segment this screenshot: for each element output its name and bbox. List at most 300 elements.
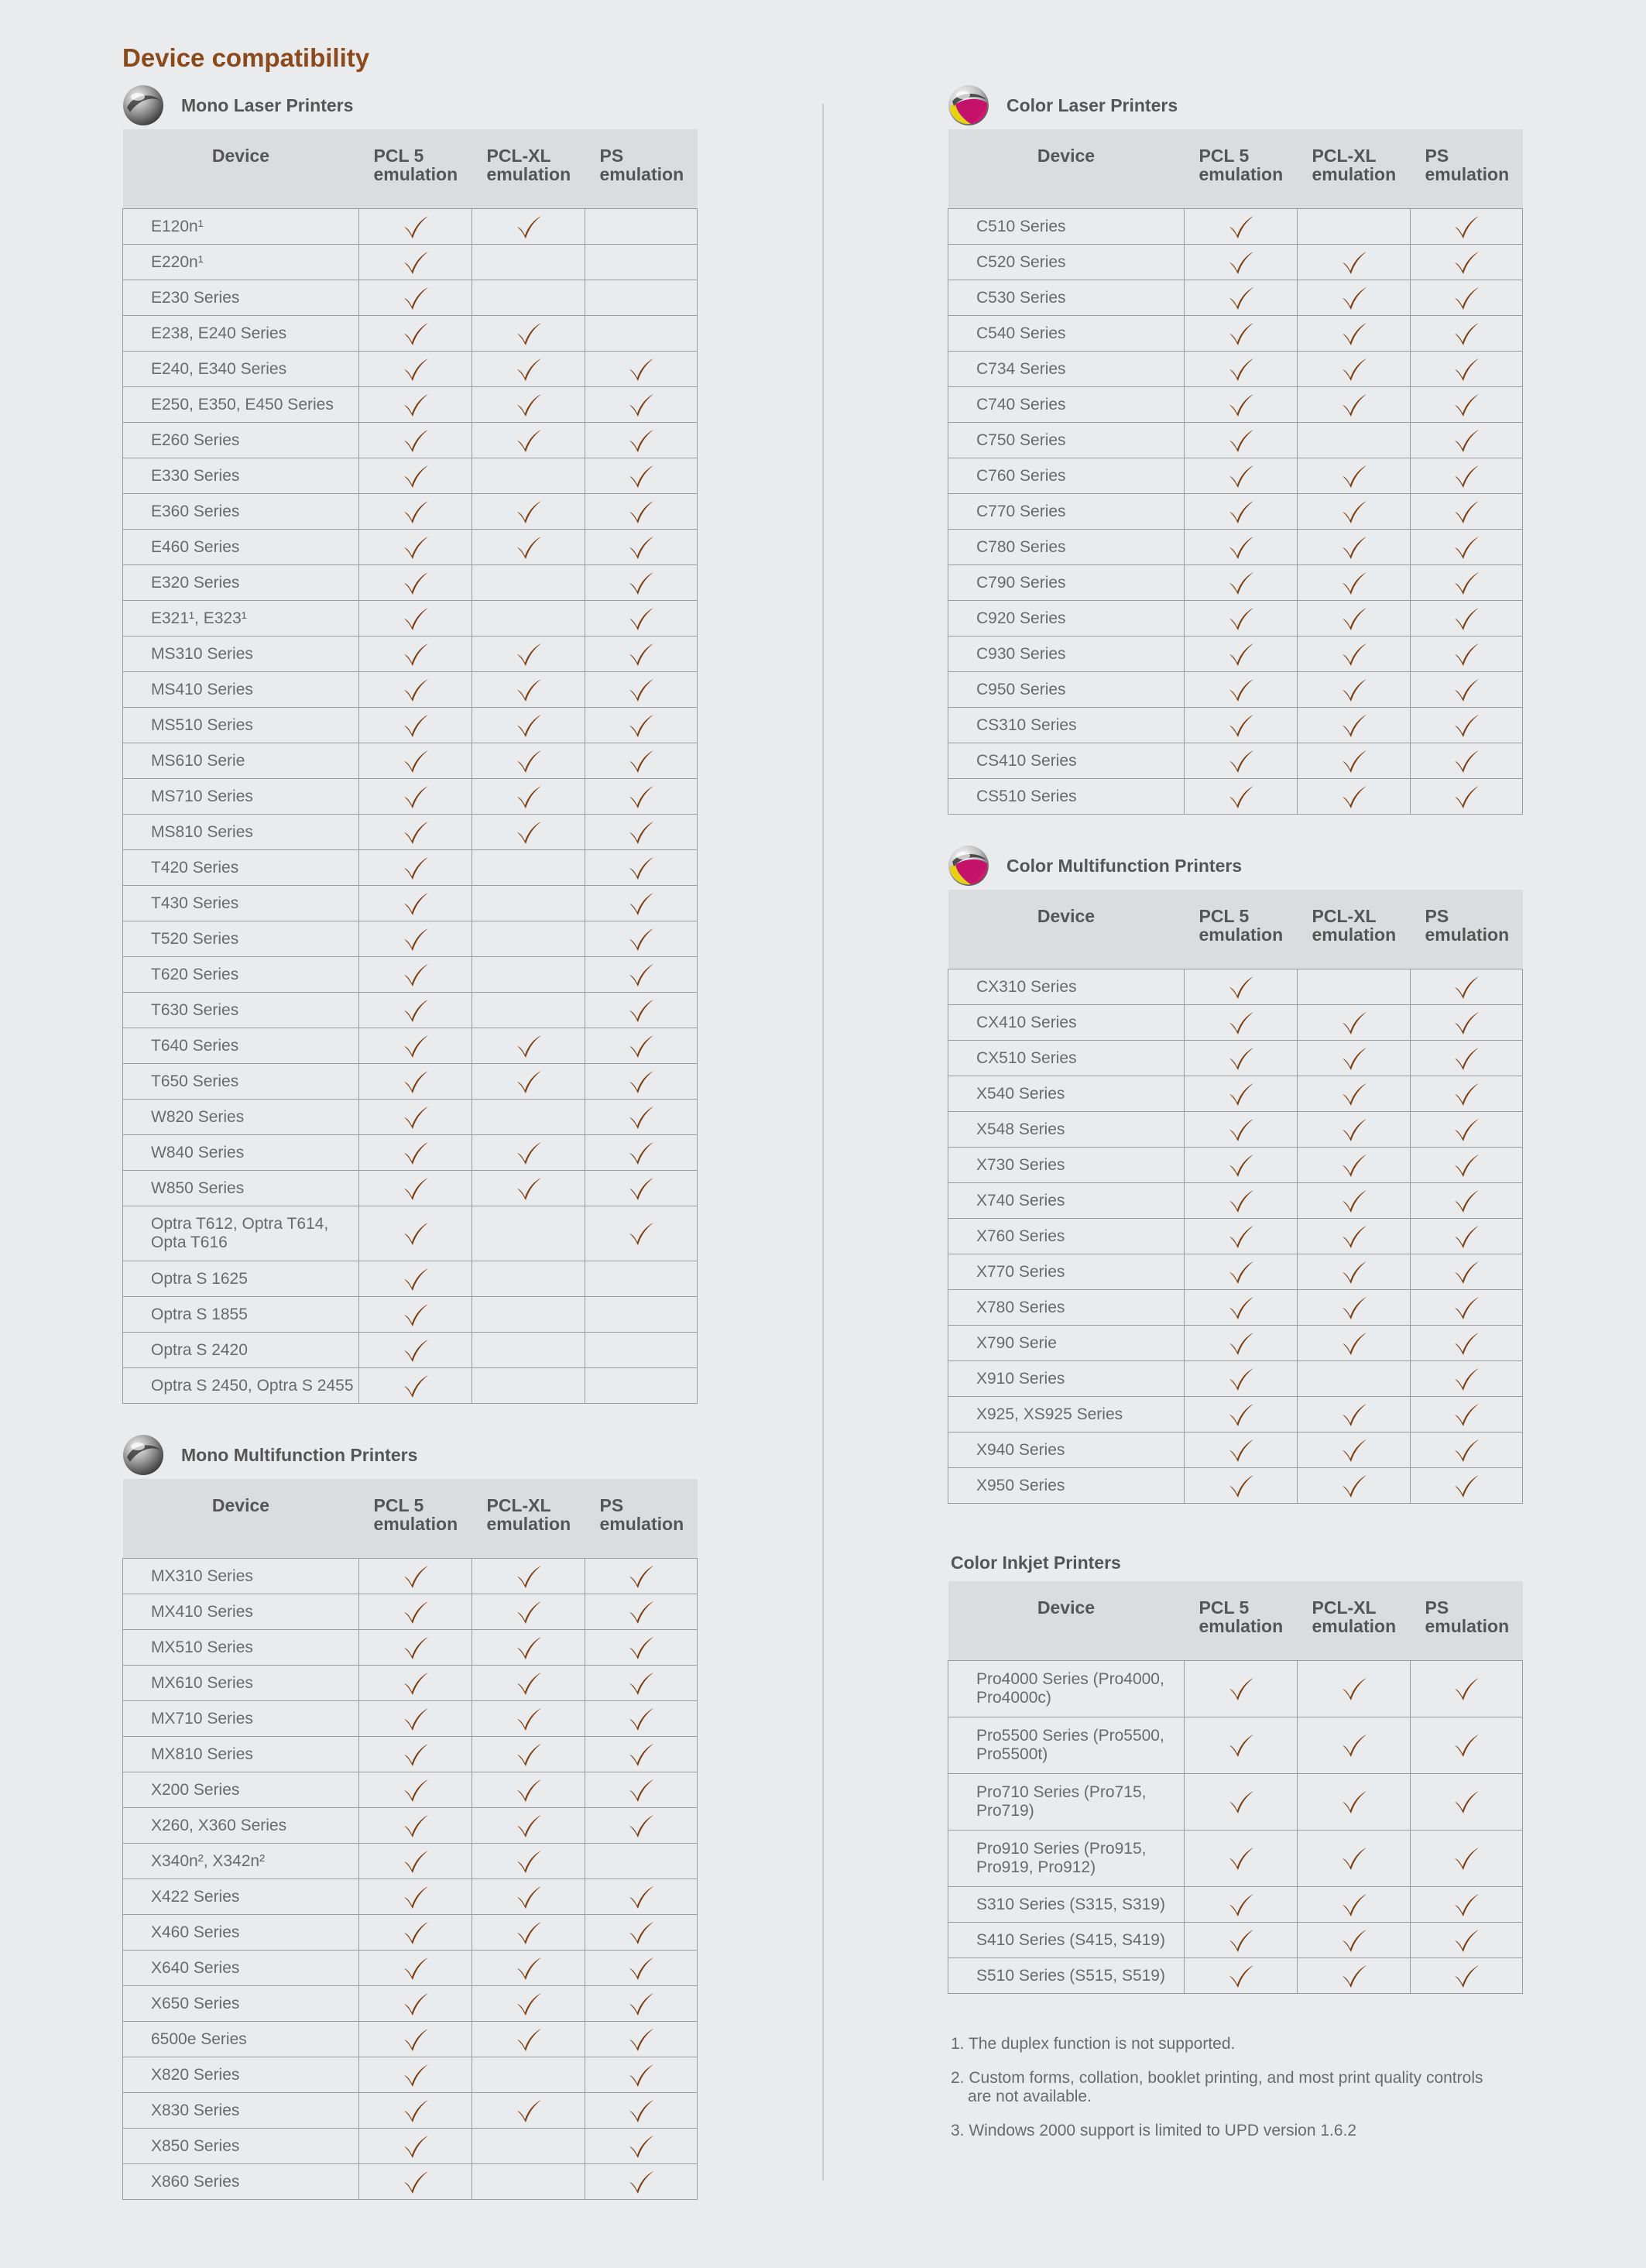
- pclxl-support-cell: [1298, 280, 1411, 316]
- check-mark-icon: [628, 1221, 654, 1246]
- check-mark-icon: [403, 2098, 429, 2123]
- pcl5-support-cell: [359, 957, 472, 993]
- check-mark-icon: [1341, 1189, 1367, 1213]
- pclxl-support-cell: [1298, 636, 1411, 672]
- check-mark-icon: [1228, 1331, 1254, 1356]
- check-mark-icon: [1341, 1117, 1367, 1142]
- page-title: Device compatibility: [122, 43, 370, 72]
- check-mark-icon: [1453, 678, 1480, 702]
- check-mark-icon: [516, 678, 542, 702]
- pclxl-support-cell: [472, 957, 585, 993]
- pclxl-support-cell: [472, 1701, 585, 1737]
- check-mark-icon: [1228, 357, 1254, 382]
- pcl5-support-cell: [359, 1772, 472, 1808]
- table-row: [948, 530, 1523, 565]
- check-mark-icon: [403, 286, 429, 311]
- table-row: [123, 1915, 698, 1951]
- check-mark-icon: [403, 499, 429, 524]
- column-header-line: emulation: [599, 1514, 684, 1534]
- check-mark-icon: [516, 499, 542, 524]
- device-name-cell: X950 Series: [948, 1468, 1185, 1504]
- check-mark-icon: [1341, 1260, 1367, 1285]
- device-name-cell: E230 Series: [123, 280, 359, 316]
- device-name-cell: CX410 Series: [948, 1005, 1185, 1041]
- check-mark-icon: [403, 856, 429, 880]
- ps-support-cell: [585, 2022, 698, 2057]
- check-mark-icon: [403, 1956, 429, 1981]
- check-mark-icon: [1453, 1367, 1480, 1391]
- pclxl-support-cell: [1298, 423, 1411, 458]
- check-mark-icon: [1228, 642, 1254, 667]
- check-mark-icon: [403, 571, 429, 595]
- table-row: [948, 352, 1523, 387]
- column-header-ps: [1411, 1581, 1523, 1661]
- table-row: [948, 1183, 1523, 1219]
- check-mark-icon: [1228, 1676, 1254, 1701]
- check-mark-icon: [403, 1742, 429, 1767]
- ps-support-cell: [585, 1100, 698, 1135]
- column-header-line: PS: [599, 1495, 624, 1515]
- check-mark-icon: [1341, 1046, 1367, 1071]
- ps-support-cell: [1411, 209, 1523, 245]
- section-color-mfp: [948, 842, 1523, 1504]
- ps-support-cell: [1411, 1361, 1523, 1397]
- pcl5-support-cell: [1185, 1219, 1298, 1254]
- pcl5-support-cell: [359, 2057, 472, 2093]
- check-mark-icon: [1453, 464, 1480, 489]
- pcl5-support-cell: [359, 993, 472, 1028]
- pclxl-support-cell: [472, 1100, 585, 1135]
- ps-support-cell: [1411, 779, 1523, 815]
- ps-support-cell: [1411, 494, 1523, 530]
- check-mark-icon: [403, 1338, 429, 1363]
- device-name-cell: E220n¹: [123, 245, 359, 280]
- pcl5-support-cell: [1185, 1290, 1298, 1326]
- ps-support-cell: [1411, 1717, 1523, 1774]
- check-mark-icon: [1453, 1046, 1480, 1071]
- check-mark-icon: [403, 535, 429, 560]
- device-name-cell: X940 Series: [948, 1433, 1185, 1468]
- check-mark-icon: [1228, 1295, 1254, 1320]
- table-row: [123, 1594, 698, 1630]
- device-name-cell: C750 Series: [948, 423, 1185, 458]
- device-name-cell: X760 Series: [948, 1219, 1185, 1254]
- pcl5-support-cell: [1185, 316, 1298, 352]
- pcl5-support-cell: [359, 280, 472, 316]
- column-header-pclxl: [472, 1479, 585, 1559]
- table-row: [123, 1951, 698, 1986]
- pcl5-support-cell: [1185, 779, 1298, 815]
- pcl5-support-cell: [1185, 601, 1298, 636]
- device-name-cell: T420 Series: [123, 850, 359, 886]
- check-mark-icon: [628, 927, 654, 952]
- pcl5-support-cell: [359, 530, 472, 565]
- pclxl-support-cell: [472, 245, 585, 280]
- ps-support-cell: [585, 209, 698, 245]
- pclxl-support-cell: [1298, 565, 1411, 601]
- ps-support-cell: [585, 1986, 698, 2022]
- column-header-line: PS: [1425, 1597, 1449, 1618]
- pclxl-support-cell: [472, 672, 585, 708]
- ps-support-cell: [1411, 1254, 1523, 1290]
- ps-support-cell: [1411, 1397, 1523, 1433]
- device-name-cell: S410 Series (S415, S419): [948, 1923, 1185, 1958]
- section-heading: [948, 1547, 1523, 1581]
- check-mark-icon: [403, 678, 429, 702]
- pcl5-support-cell: [359, 1135, 472, 1171]
- device-name-cell: C740 Series: [948, 387, 1185, 423]
- column-header-pcl5: [1185, 129, 1298, 209]
- check-mark-icon: [1228, 1846, 1254, 1871]
- ps-support-cell: [585, 1028, 698, 1064]
- ps-support-cell: [585, 1171, 698, 1206]
- column-header-pcl5: [1185, 1581, 1298, 1661]
- ps-support-cell: [1411, 1661, 1523, 1717]
- check-mark-icon: [403, 2027, 429, 2052]
- section-title: Mono Laser Printers: [181, 94, 354, 115]
- pclxl-support-cell: [472, 1135, 585, 1171]
- table-row: [123, 2022, 698, 2057]
- compatibility-table: [948, 129, 1523, 815]
- table-row: [948, 1219, 1523, 1254]
- pclxl-support-cell: [472, 1808, 585, 1844]
- column-header-pclxl: [1298, 890, 1411, 969]
- ps-support-cell: [585, 779, 698, 815]
- table-row: [948, 636, 1523, 672]
- table-row: [123, 1171, 698, 1206]
- column-header-line: emulation: [1312, 1616, 1397, 1636]
- table-row: [123, 245, 698, 280]
- compatibility-table: [122, 1479, 698, 2200]
- pclxl-support-cell: [1298, 387, 1411, 423]
- device-name-cell: X260, X360 Series: [123, 1808, 359, 1844]
- table-row: [948, 1397, 1523, 1433]
- pcl5-support-cell: [359, 1986, 472, 2022]
- pcl5-support-cell: [1185, 1774, 1298, 1831]
- check-mark-icon: [1341, 1474, 1367, 1498]
- pclxl-support-cell: [1298, 1183, 1411, 1219]
- table-row: [123, 423, 698, 458]
- ps-support-cell: [585, 1737, 698, 1772]
- check-mark-icon: [1341, 321, 1367, 346]
- device-name-cell: CS510 Series: [948, 779, 1185, 815]
- check-mark-icon: [1341, 606, 1367, 631]
- ps-support-cell: [585, 601, 698, 636]
- footnote: 2. Custom forms, collation, booklet printing, and most print quality controls are not available.: [951, 2069, 1483, 2105]
- check-mark-icon: [1228, 286, 1254, 311]
- ps-support-cell: [585, 1915, 698, 1951]
- check-mark-icon: [1228, 393, 1254, 417]
- check-mark-icon: [1341, 1892, 1367, 1917]
- check-mark-icon: [403, 2134, 429, 2159]
- check-mark-icon: [628, 784, 654, 809]
- ps-support-cell: [585, 815, 698, 850]
- device-name-cell: MS810 Series: [123, 815, 359, 850]
- pclxl-support-cell: [472, 1064, 585, 1100]
- ps-support-cell: [585, 1297, 698, 1333]
- check-mark-icon: [1228, 1046, 1254, 1071]
- table-row: [123, 1261, 698, 1297]
- column-header-line: emulation: [1425, 1616, 1510, 1636]
- check-mark-icon: [1453, 1402, 1480, 1427]
- pcl5-support-cell: [359, 1100, 472, 1135]
- column-header-line: emulation: [1312, 925, 1397, 945]
- pclxl-support-cell: [472, 1844, 585, 1879]
- device-name-cell: Pro4000 Series (Pro4000, Pro4000c): [948, 1661, 1185, 1717]
- pcl5-support-cell: [1185, 1112, 1298, 1148]
- check-mark-icon: [1228, 1367, 1254, 1391]
- check-mark-icon: [1453, 250, 1480, 275]
- ps-support-cell: [1411, 636, 1523, 672]
- pclxl-support-cell: [472, 601, 585, 636]
- check-mark-icon: [1453, 975, 1480, 1000]
- device-name-cell: X730 Series: [948, 1148, 1185, 1183]
- check-mark-icon: [1228, 1892, 1254, 1917]
- pclxl-support-cell: [1298, 601, 1411, 636]
- check-mark-icon: [1453, 1010, 1480, 1035]
- check-mark-icon: [403, 357, 429, 382]
- check-mark-icon: [403, 321, 429, 346]
- pcl5-support-cell: [359, 1368, 472, 1404]
- check-mark-icon: [628, 1069, 654, 1094]
- device-name-cell: Optra S 2450, Optra S 2455: [123, 1368, 359, 1404]
- check-mark-icon: [628, 1813, 654, 1838]
- pclxl-support-cell: [472, 565, 585, 601]
- device-name-cell: MS310 Series: [123, 636, 359, 672]
- pclxl-support-cell: [1298, 1290, 1411, 1326]
- check-mark-icon: [516, 1956, 542, 1981]
- column-header-line: emulation: [1198, 925, 1284, 945]
- check-mark-icon: [1341, 1438, 1367, 1463]
- check-mark-icon: [1341, 1402, 1367, 1427]
- check-mark-icon: [628, 1564, 654, 1589]
- ps-support-cell: [585, 850, 698, 886]
- column-header-line: emulation: [373, 164, 458, 184]
- pclxl-support-cell: [472, 850, 585, 886]
- pcl5-support-cell: [1185, 1831, 1298, 1887]
- pclxl-support-cell: [472, 352, 585, 387]
- table-row: [123, 2129, 698, 2164]
- device-name-cell: Pro710 Series (Pro715, Pro719): [948, 1774, 1185, 1831]
- table-row: [123, 2057, 698, 2093]
- check-mark-icon: [1341, 357, 1367, 382]
- check-mark-icon: [403, 1105, 429, 1130]
- table-row: [123, 636, 698, 672]
- pclxl-support-cell: [1298, 1774, 1411, 1831]
- table-row: [123, 1808, 698, 1844]
- pcl5-support-cell: [359, 1844, 472, 1879]
- check-mark-icon: [403, 1671, 429, 1696]
- check-mark-icon: [1228, 428, 1254, 453]
- device-name-cell: W820 Series: [123, 1100, 359, 1135]
- ps-support-cell: [585, 280, 698, 316]
- check-mark-icon: [628, 998, 654, 1023]
- pcl5-support-cell: [359, 245, 472, 280]
- column-header-line: emulation: [486, 164, 571, 184]
- check-mark-icon: [1228, 464, 1254, 489]
- check-mark-icon: [628, 962, 654, 987]
- ps-support-cell: [1411, 458, 1523, 494]
- column-header-line: PS: [1425, 906, 1449, 926]
- pcl5-support-cell: [359, 1559, 472, 1594]
- pcl5-support-cell: [1185, 1041, 1298, 1076]
- table-row: [948, 1005, 1523, 1041]
- check-mark-icon: [403, 891, 429, 916]
- ps-support-cell: [585, 1772, 698, 1808]
- table-row: [123, 1986, 698, 2022]
- pcl5-support-cell: [359, 494, 472, 530]
- check-mark-icon: [516, 1564, 542, 1589]
- check-mark-icon: [1341, 1331, 1367, 1356]
- pcl5-support-cell: [1185, 743, 1298, 779]
- section-heading: [948, 81, 1523, 129]
- table-row: [948, 1717, 1523, 1774]
- pcl5-support-cell: [359, 1064, 472, 1100]
- check-mark-icon: [1228, 975, 1254, 1000]
- device-name-cell: Pro910 Series (Pro915, Pro919, Pro912): [948, 1831, 1185, 1887]
- section-title: Color Multifunction Printers: [1006, 855, 1243, 876]
- device-name-cell: T640 Series: [123, 1028, 359, 1064]
- check-mark-icon: [1341, 1224, 1367, 1249]
- device-name-cell: X790 Serie: [948, 1326, 1185, 1361]
- table-row: [123, 209, 698, 245]
- check-mark-icon: [628, 2134, 654, 2159]
- device-name-cell: MX410 Series: [123, 1594, 359, 1630]
- device-name-cell: S310 Series (S315, S319): [948, 1887, 1185, 1923]
- check-mark-icon: [1453, 393, 1480, 417]
- table-row: [123, 458, 698, 494]
- check-mark-icon: [403, 2063, 429, 2088]
- check-mark-icon: [1228, 1082, 1254, 1107]
- device-name-cell: C734 Series: [948, 352, 1185, 387]
- pcl5-support-cell: [1185, 1923, 1298, 1958]
- pcl5-support-cell: [359, 423, 472, 458]
- check-mark-icon: [628, 642, 654, 667]
- check-mark-icon: [1453, 1260, 1480, 1285]
- ps-support-cell: [1411, 1923, 1523, 1958]
- check-mark-icon: [516, 1778, 542, 1803]
- table-row: [123, 1701, 698, 1737]
- pclxl-support-cell: [472, 494, 585, 530]
- section-heading: [122, 81, 698, 129]
- table-row: [948, 1661, 1523, 1717]
- device-name-cell: E330 Series: [123, 458, 359, 494]
- table-header-row: [123, 129, 698, 209]
- check-mark-icon: [1228, 571, 1254, 595]
- check-mark-icon: [403, 1885, 429, 1909]
- table-row: [948, 280, 1523, 316]
- pcl5-support-cell: [359, 565, 472, 601]
- ps-support-cell: [585, 993, 698, 1028]
- column-header-line: PCL-XL: [1312, 1597, 1377, 1618]
- check-mark-icon: [628, 499, 654, 524]
- check-mark-icon: [403, 1600, 429, 1625]
- check-mark-icon: [628, 1635, 654, 1660]
- table-row: [948, 1041, 1523, 1076]
- ps-support-cell: [1411, 245, 1523, 280]
- check-mark-icon: [516, 713, 542, 738]
- pcl5-support-cell: [359, 1630, 472, 1666]
- table-header-row: [948, 129, 1523, 209]
- device-name-cell: X422 Series: [123, 1879, 359, 1915]
- pclxl-support-cell: [1298, 316, 1411, 352]
- device-name-cell: 6500e Series: [123, 2022, 359, 2057]
- column-header-line: emulation: [599, 164, 684, 184]
- ps-support-cell: [1411, 1041, 1523, 1076]
- ps-support-cell: [585, 1844, 698, 1879]
- pclxl-support-cell: [472, 1206, 585, 1261]
- column-header-line: emulation: [1425, 925, 1510, 945]
- ps-support-cell: [585, 957, 698, 993]
- table-row: [123, 850, 698, 886]
- pcl5-support-cell: [359, 921, 472, 957]
- ps-support-cell: [1411, 708, 1523, 743]
- pclxl-support-cell: [472, 2129, 585, 2164]
- check-mark-icon: [1228, 1733, 1254, 1758]
- pcl5-support-cell: [1185, 636, 1298, 672]
- check-mark-icon: [403, 820, 429, 845]
- check-mark-icon: [516, 1813, 542, 1838]
- table-row: [948, 1887, 1523, 1923]
- pclxl-support-cell: [472, 1951, 585, 1986]
- device-name-cell: C770 Series: [948, 494, 1185, 530]
- pcl5-support-cell: [1185, 708, 1298, 743]
- pcl5-support-cell: [1185, 423, 1298, 458]
- check-mark-icon: [516, 2027, 542, 2052]
- check-mark-icon: [628, 1885, 654, 1909]
- ps-support-cell: [585, 886, 698, 921]
- pcl5-support-cell: [359, 352, 472, 387]
- pcl5-support-cell: [359, 1261, 472, 1297]
- check-mark-icon: [1453, 1892, 1480, 1917]
- check-mark-icon: [1453, 321, 1480, 346]
- table-row: [948, 1361, 1523, 1397]
- table-row: [948, 458, 1523, 494]
- check-mark-icon: [403, 464, 429, 489]
- pclxl-support-cell: [1298, 672, 1411, 708]
- pcl5-support-cell: [359, 316, 472, 352]
- pclxl-support-cell: [472, 2093, 585, 2129]
- table-row: [123, 993, 698, 1028]
- pclxl-support-cell: [472, 1630, 585, 1666]
- device-name-cell: MS710 Series: [123, 779, 359, 815]
- table-row: [948, 1254, 1523, 1290]
- device-name-cell: CS410 Series: [948, 743, 1185, 779]
- check-mark-icon: [403, 1778, 429, 1803]
- check-mark-icon: [628, 393, 654, 417]
- check-mark-icon: [1453, 286, 1480, 311]
- pcl5-support-cell: [359, 1737, 472, 1772]
- pcl5-support-cell: [1185, 458, 1298, 494]
- pcl5-support-cell: [1185, 1468, 1298, 1504]
- pclxl-support-cell: [1298, 1887, 1411, 1923]
- ps-support-cell: [585, 743, 698, 779]
- check-mark-icon: [1228, 606, 1254, 631]
- pcl5-support-cell: [359, 1297, 472, 1333]
- device-name-cell: X925, XS925 Series: [948, 1397, 1185, 1433]
- table-row: [948, 1774, 1523, 1831]
- ps-support-cell: [585, 636, 698, 672]
- device-name-cell: X740 Series: [948, 1183, 1185, 1219]
- device-name-cell: C780 Series: [948, 530, 1185, 565]
- table-row: [948, 672, 1523, 708]
- pcl5-support-cell: [359, 743, 472, 779]
- ps-support-cell: [1411, 1290, 1523, 1326]
- pcl5-support-cell: [1185, 1717, 1298, 1774]
- pcl5-support-cell: [1185, 1148, 1298, 1183]
- ps-support-cell: [1411, 1148, 1523, 1183]
- column-header-line: PCL-XL: [1312, 906, 1377, 926]
